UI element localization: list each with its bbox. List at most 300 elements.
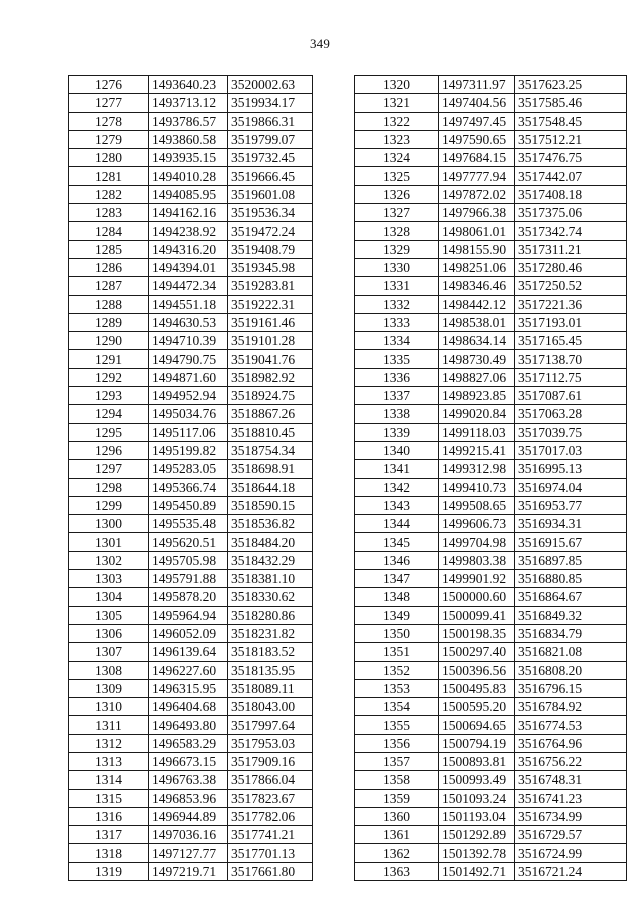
- point-number-cell: 1358: [355, 771, 439, 789]
- x-coordinate-cell: 1499312.98: [439, 460, 515, 478]
- y-coordinate-cell: 3517342.74: [515, 222, 627, 240]
- x-coordinate-cell: 1500694.65: [439, 716, 515, 734]
- point-number-cell: 1305: [69, 606, 149, 624]
- table-row: [69, 844, 313, 862]
- table-row: [355, 76, 627, 94]
- table-row: [355, 844, 627, 862]
- point-number-cell: 1285: [69, 240, 149, 258]
- x-coordinate-cell: 1496493.80: [149, 716, 228, 734]
- y-coordinate-cell: 3517250.52: [515, 277, 627, 295]
- table-row: [69, 368, 313, 386]
- x-coordinate-cell: 1496139.64: [149, 643, 228, 661]
- table-row: [355, 789, 627, 807]
- point-number-cell: 1304: [69, 588, 149, 606]
- table-row: [69, 771, 313, 789]
- coordinate-table-left: [68, 75, 313, 881]
- table-row: [355, 570, 627, 588]
- y-coordinate-cell: 3517701.13: [228, 844, 313, 862]
- y-coordinate-cell: 3518536.82: [228, 515, 313, 533]
- point-number-cell: 1330: [355, 258, 439, 276]
- x-coordinate-cell: 1494551.18: [149, 295, 228, 313]
- x-coordinate-cell: 1500595.20: [439, 698, 515, 716]
- table-row: [355, 679, 627, 697]
- point-number-cell: 1317: [69, 826, 149, 844]
- table-row: [69, 752, 313, 770]
- table-row: [69, 185, 313, 203]
- y-coordinate-cell: 3518484.20: [228, 533, 313, 551]
- y-coordinate-cell: 3518754.34: [228, 441, 313, 459]
- point-number-cell: 1326: [355, 185, 439, 203]
- point-number-cell: 1310: [69, 698, 149, 716]
- table-row: [355, 130, 627, 148]
- y-coordinate-cell: 3516796.15: [515, 679, 627, 697]
- y-coordinate-cell: 3516915.67: [515, 533, 627, 551]
- y-coordinate-cell: 3516897.85: [515, 551, 627, 569]
- point-number-cell: 1316: [69, 807, 149, 825]
- table-row: [69, 423, 313, 441]
- y-coordinate-cell: 3517512.21: [515, 130, 627, 148]
- y-coordinate-cell: 3516864.67: [515, 588, 627, 606]
- table-row: [69, 716, 313, 734]
- x-coordinate-cell: 1500198.35: [439, 624, 515, 642]
- table-row: [355, 716, 627, 734]
- table-row: [69, 515, 313, 533]
- table-row: [69, 643, 313, 661]
- x-coordinate-cell: 1500893.81: [439, 752, 515, 770]
- x-coordinate-cell: 1496853.96: [149, 789, 228, 807]
- y-coordinate-cell: 3519799.07: [228, 130, 313, 148]
- table-row: [355, 204, 627, 222]
- point-number-cell: 1301: [69, 533, 149, 551]
- point-number-cell: 1308: [69, 661, 149, 679]
- point-number-cell: 1347: [355, 570, 439, 588]
- x-coordinate-cell: 1494394.01: [149, 258, 228, 276]
- point-number-cell: 1338: [355, 405, 439, 423]
- x-coordinate-cell: 1499606.73: [439, 515, 515, 533]
- coordinate-table-right: [354, 75, 627, 881]
- x-coordinate-cell: 1499020.84: [439, 405, 515, 423]
- y-coordinate-cell: 3516721.24: [515, 862, 627, 880]
- x-coordinate-cell: 1499901.92: [439, 570, 515, 588]
- point-number-cell: 1278: [69, 112, 149, 130]
- x-coordinate-cell: 1493935.15: [149, 149, 228, 167]
- point-number-cell: 1303: [69, 570, 149, 588]
- table-row: [69, 606, 313, 624]
- point-number-cell: 1284: [69, 222, 149, 240]
- table-row: [69, 679, 313, 697]
- table-row: [355, 551, 627, 569]
- y-coordinate-cell: 3518810.45: [228, 423, 313, 441]
- x-coordinate-cell: 1494085.95: [149, 185, 228, 203]
- point-number-cell: 1299: [69, 496, 149, 514]
- table-row: [355, 752, 627, 770]
- point-number-cell: 1324: [355, 149, 439, 167]
- x-coordinate-cell: 1498346.46: [439, 277, 515, 295]
- x-coordinate-cell: 1494710.39: [149, 332, 228, 350]
- point-number-cell: 1287: [69, 277, 149, 295]
- point-number-cell: 1336: [355, 368, 439, 386]
- point-number-cell: 1362: [355, 844, 439, 862]
- point-number-cell: 1320: [355, 76, 439, 94]
- x-coordinate-cell: 1496315.95: [149, 679, 228, 697]
- point-number-cell: 1293: [69, 387, 149, 405]
- y-coordinate-cell: 3517997.64: [228, 716, 313, 734]
- y-coordinate-cell: 3518924.75: [228, 387, 313, 405]
- point-number-cell: 1355: [355, 716, 439, 734]
- x-coordinate-cell: 1494010.28: [149, 167, 228, 185]
- x-coordinate-cell: 1493860.58: [149, 130, 228, 148]
- table-row: [355, 423, 627, 441]
- y-coordinate-cell: 3517112.75: [515, 368, 627, 386]
- y-coordinate-cell: 3518867.26: [228, 405, 313, 423]
- y-coordinate-cell: 3517063.28: [515, 405, 627, 423]
- point-number-cell: 1344: [355, 515, 439, 533]
- x-coordinate-cell: 1494871.60: [149, 368, 228, 386]
- y-coordinate-cell: 3517311.21: [515, 240, 627, 258]
- x-coordinate-cell: 1497777.94: [439, 167, 515, 185]
- table-row: [355, 222, 627, 240]
- x-coordinate-cell: 1494238.92: [149, 222, 228, 240]
- point-number-cell: 1357: [355, 752, 439, 770]
- x-coordinate-cell: 1494952.94: [149, 387, 228, 405]
- point-number-cell: 1311: [69, 716, 149, 734]
- point-number-cell: 1276: [69, 76, 149, 94]
- point-number-cell: 1343: [355, 496, 439, 514]
- point-number-cell: 1309: [69, 679, 149, 697]
- table-row: [355, 185, 627, 203]
- x-coordinate-cell: 1496673.15: [149, 752, 228, 770]
- y-coordinate-cell: 3519222.31: [228, 295, 313, 313]
- y-coordinate-cell: 3518982.92: [228, 368, 313, 386]
- x-coordinate-cell: 1498061.01: [439, 222, 515, 240]
- y-coordinate-cell: 3518644.18: [228, 478, 313, 496]
- point-number-cell: 1312: [69, 734, 149, 752]
- point-number-cell: 1348: [355, 588, 439, 606]
- table-row: [69, 130, 313, 148]
- y-coordinate-cell: 3516774.53: [515, 716, 627, 734]
- table-row: [69, 387, 313, 405]
- point-number-cell: 1297: [69, 460, 149, 478]
- point-number-cell: 1315: [69, 789, 149, 807]
- x-coordinate-cell: 1495117.06: [149, 423, 228, 441]
- y-coordinate-cell: 3517623.25: [515, 76, 627, 94]
- point-number-cell: 1289: [69, 313, 149, 331]
- x-coordinate-cell: 1498923.85: [439, 387, 515, 405]
- point-number-cell: 1329: [355, 240, 439, 258]
- y-coordinate-cell: 3517476.75: [515, 149, 627, 167]
- point-number-cell: 1323: [355, 130, 439, 148]
- table-row: [355, 167, 627, 185]
- x-coordinate-cell: 1501492.71: [439, 862, 515, 880]
- x-coordinate-cell: 1499215.41: [439, 441, 515, 459]
- point-number-cell: 1281: [69, 167, 149, 185]
- y-coordinate-cell: 3517782.06: [228, 807, 313, 825]
- point-number-cell: 1340: [355, 441, 439, 459]
- y-coordinate-cell: 3518590.15: [228, 496, 313, 514]
- table-row: [69, 551, 313, 569]
- y-coordinate-cell: 3516849.32: [515, 606, 627, 624]
- x-coordinate-cell: 1494630.53: [149, 313, 228, 331]
- table-row: [355, 94, 627, 112]
- point-number-cell: 1302: [69, 551, 149, 569]
- y-coordinate-cell: 3516808.20: [515, 661, 627, 679]
- x-coordinate-cell: 1495878.20: [149, 588, 228, 606]
- point-number-cell: 1331: [355, 277, 439, 295]
- y-coordinate-cell: 3517953.03: [228, 734, 313, 752]
- y-coordinate-cell: 3516834.79: [515, 624, 627, 642]
- x-coordinate-cell: 1499118.03: [439, 423, 515, 441]
- point-number-cell: 1356: [355, 734, 439, 752]
- y-coordinate-cell: 3519472.24: [228, 222, 313, 240]
- y-coordinate-cell: 3516995.13: [515, 460, 627, 478]
- table-row: [69, 496, 313, 514]
- x-coordinate-cell: 1498442.12: [439, 295, 515, 313]
- x-coordinate-cell: 1495283.05: [149, 460, 228, 478]
- point-number-cell: 1325: [355, 167, 439, 185]
- x-coordinate-cell: 1500396.56: [439, 661, 515, 679]
- y-coordinate-cell: 3517165.45: [515, 332, 627, 350]
- x-coordinate-cell: 1497966.38: [439, 204, 515, 222]
- y-coordinate-cell: 3518043.00: [228, 698, 313, 716]
- y-coordinate-cell: 3519408.79: [228, 240, 313, 258]
- y-coordinate-cell: 3517866.04: [228, 771, 313, 789]
- point-number-cell: 1290: [69, 332, 149, 350]
- point-number-cell: 1327: [355, 204, 439, 222]
- y-coordinate-cell: 3517193.01: [515, 313, 627, 331]
- point-number-cell: 1295: [69, 423, 149, 441]
- table-row: [355, 350, 627, 368]
- point-number-cell: 1342: [355, 478, 439, 496]
- point-number-cell: 1349: [355, 606, 439, 624]
- table-row: [355, 643, 627, 661]
- table-row: [355, 496, 627, 514]
- x-coordinate-cell: 1500099.41: [439, 606, 515, 624]
- point-number-cell: 1359: [355, 789, 439, 807]
- x-coordinate-cell: 1495450.89: [149, 496, 228, 514]
- x-coordinate-cell: 1496944.89: [149, 807, 228, 825]
- y-coordinate-cell: 3520002.63: [228, 76, 313, 94]
- y-coordinate-cell: 3518135.95: [228, 661, 313, 679]
- y-coordinate-cell: 3519101.28: [228, 332, 313, 350]
- table-row: [69, 533, 313, 551]
- y-coordinate-cell: 3516724.99: [515, 844, 627, 862]
- y-coordinate-cell: 3516748.31: [515, 771, 627, 789]
- y-coordinate-cell: 3517548.45: [515, 112, 627, 130]
- x-coordinate-cell: 1494472.34: [149, 277, 228, 295]
- x-coordinate-cell: 1493786.57: [149, 112, 228, 130]
- point-number-cell: 1283: [69, 204, 149, 222]
- table-row: [355, 734, 627, 752]
- table-row: [355, 661, 627, 679]
- table-row: [69, 460, 313, 478]
- table-row: [355, 588, 627, 606]
- table-row: [69, 204, 313, 222]
- table-row: [69, 295, 313, 313]
- point-number-cell: 1361: [355, 826, 439, 844]
- y-coordinate-cell: 3516729.57: [515, 826, 627, 844]
- point-number-cell: 1321: [355, 94, 439, 112]
- x-coordinate-cell: 1497684.15: [439, 149, 515, 167]
- page-number: 349: [309, 36, 331, 51]
- point-number-cell: 1332: [355, 295, 439, 313]
- y-coordinate-cell: 3519934.17: [228, 94, 313, 112]
- table-row: [355, 478, 627, 496]
- point-number-cell: 1291: [69, 350, 149, 368]
- y-coordinate-cell: 3517442.07: [515, 167, 627, 185]
- point-number-cell: 1360: [355, 807, 439, 825]
- y-coordinate-cell: 3518432.29: [228, 551, 313, 569]
- table-row: [355, 441, 627, 459]
- table-row: [355, 862, 627, 880]
- point-number-cell: 1280: [69, 149, 149, 167]
- table-row: [69, 478, 313, 496]
- x-coordinate-cell: 1497872.02: [439, 185, 515, 203]
- x-coordinate-cell: 1496404.68: [149, 698, 228, 716]
- x-coordinate-cell: 1501093.24: [439, 789, 515, 807]
- table-row: [69, 167, 313, 185]
- table-row: [69, 277, 313, 295]
- table-row: [355, 313, 627, 331]
- table-row: [69, 94, 313, 112]
- y-coordinate-cell: 3517823.67: [228, 789, 313, 807]
- y-coordinate-cell: 3518698.91: [228, 460, 313, 478]
- y-coordinate-cell: 3519161.46: [228, 313, 313, 331]
- x-coordinate-cell: 1499704.98: [439, 533, 515, 551]
- x-coordinate-cell: 1501193.04: [439, 807, 515, 825]
- x-coordinate-cell: 1495366.74: [149, 478, 228, 496]
- table-row: [69, 240, 313, 258]
- table-row: [69, 313, 313, 331]
- point-number-cell: 1363: [355, 862, 439, 880]
- y-coordinate-cell: 3517039.75: [515, 423, 627, 441]
- table-row: [355, 533, 627, 551]
- y-coordinate-cell: 3519732.45: [228, 149, 313, 167]
- x-coordinate-cell: 1493640.23: [149, 76, 228, 94]
- point-number-cell: 1339: [355, 423, 439, 441]
- y-coordinate-cell: 3519536.34: [228, 204, 313, 222]
- y-coordinate-cell: 3518183.52: [228, 643, 313, 661]
- y-coordinate-cell: 3517909.16: [228, 752, 313, 770]
- x-coordinate-cell: 1500993.49: [439, 771, 515, 789]
- table-row: [69, 149, 313, 167]
- y-coordinate-cell: 3518089.11: [228, 679, 313, 697]
- table-row: [69, 789, 313, 807]
- table-row: [69, 826, 313, 844]
- point-number-cell: 1341: [355, 460, 439, 478]
- y-coordinate-cell: 3517375.06: [515, 204, 627, 222]
- x-coordinate-cell: 1497590.65: [439, 130, 515, 148]
- y-coordinate-cell: 3518381.10: [228, 570, 313, 588]
- point-number-cell: 1354: [355, 698, 439, 716]
- x-coordinate-cell: 1499410.73: [439, 478, 515, 496]
- x-coordinate-cell: 1495791.88: [149, 570, 228, 588]
- point-number-cell: 1306: [69, 624, 149, 642]
- y-coordinate-cell: 3517408.18: [515, 185, 627, 203]
- y-coordinate-cell: 3519666.45: [228, 167, 313, 185]
- point-number-cell: 1322: [355, 112, 439, 130]
- table-row: [355, 515, 627, 533]
- x-coordinate-cell: 1495620.51: [149, 533, 228, 551]
- point-number-cell: 1294: [69, 405, 149, 423]
- x-coordinate-cell: 1498730.49: [439, 350, 515, 368]
- table-row: [355, 807, 627, 825]
- point-number-cell: 1314: [69, 771, 149, 789]
- table-row: [355, 295, 627, 313]
- y-coordinate-cell: 3519866.31: [228, 112, 313, 130]
- y-coordinate-cell: 3517280.46: [515, 258, 627, 276]
- x-coordinate-cell: 1495034.76: [149, 405, 228, 423]
- table-row: [355, 826, 627, 844]
- table-row: [69, 350, 313, 368]
- x-coordinate-cell: 1497404.56: [439, 94, 515, 112]
- y-coordinate-cell: 3517741.21: [228, 826, 313, 844]
- x-coordinate-cell: 1498827.06: [439, 368, 515, 386]
- point-number-cell: 1337: [355, 387, 439, 405]
- table-row: [355, 332, 627, 350]
- x-coordinate-cell: 1496763.38: [149, 771, 228, 789]
- x-coordinate-cell: 1494162.16: [149, 204, 228, 222]
- table-row: [355, 460, 627, 478]
- point-number-cell: 1352: [355, 661, 439, 679]
- table-row: [69, 734, 313, 752]
- table-row: [69, 222, 313, 240]
- point-number-cell: 1350: [355, 624, 439, 642]
- table-row: [69, 258, 313, 276]
- y-coordinate-cell: 3519601.08: [228, 185, 313, 203]
- point-number-cell: 1277: [69, 94, 149, 112]
- x-coordinate-cell: 1496052.09: [149, 624, 228, 642]
- x-coordinate-cell: 1499803.38: [439, 551, 515, 569]
- y-coordinate-cell: 3517017.03: [515, 441, 627, 459]
- table-row: [69, 76, 313, 94]
- y-coordinate-cell: 3516756.22: [515, 752, 627, 770]
- y-coordinate-cell: 3517585.46: [515, 94, 627, 112]
- table-row: [69, 698, 313, 716]
- table-row: [69, 112, 313, 130]
- x-coordinate-cell: 1497036.16: [149, 826, 228, 844]
- x-coordinate-cell: 1497311.97: [439, 76, 515, 94]
- point-number-cell: 1345: [355, 533, 439, 551]
- table-row: [69, 332, 313, 350]
- y-coordinate-cell: 3519345.98: [228, 258, 313, 276]
- x-coordinate-cell: 1497497.45: [439, 112, 515, 130]
- point-number-cell: 1307: [69, 643, 149, 661]
- y-coordinate-cell: 3516741.23: [515, 789, 627, 807]
- table-row: [69, 661, 313, 679]
- x-coordinate-cell: 1501292.89: [439, 826, 515, 844]
- x-coordinate-cell: 1500000.60: [439, 588, 515, 606]
- table-row: [69, 624, 313, 642]
- x-coordinate-cell: 1497127.77: [149, 844, 228, 862]
- table-row: [69, 405, 313, 423]
- point-number-cell: 1282: [69, 185, 149, 203]
- y-coordinate-cell: 3517661.80: [228, 862, 313, 880]
- x-coordinate-cell: 1498634.14: [439, 332, 515, 350]
- y-coordinate-cell: 3516953.77: [515, 496, 627, 514]
- x-coordinate-cell: 1495535.48: [149, 515, 228, 533]
- point-number-cell: 1319: [69, 862, 149, 880]
- y-coordinate-cell: 3516974.04: [515, 478, 627, 496]
- point-number-cell: 1346: [355, 551, 439, 569]
- point-number-cell: 1353: [355, 679, 439, 697]
- y-coordinate-cell: 3517221.36: [515, 295, 627, 313]
- table-row: [355, 387, 627, 405]
- table-row: [355, 771, 627, 789]
- point-number-cell: 1296: [69, 441, 149, 459]
- table-row: [69, 570, 313, 588]
- x-coordinate-cell: 1495964.94: [149, 606, 228, 624]
- y-coordinate-cell: 3517087.61: [515, 387, 627, 405]
